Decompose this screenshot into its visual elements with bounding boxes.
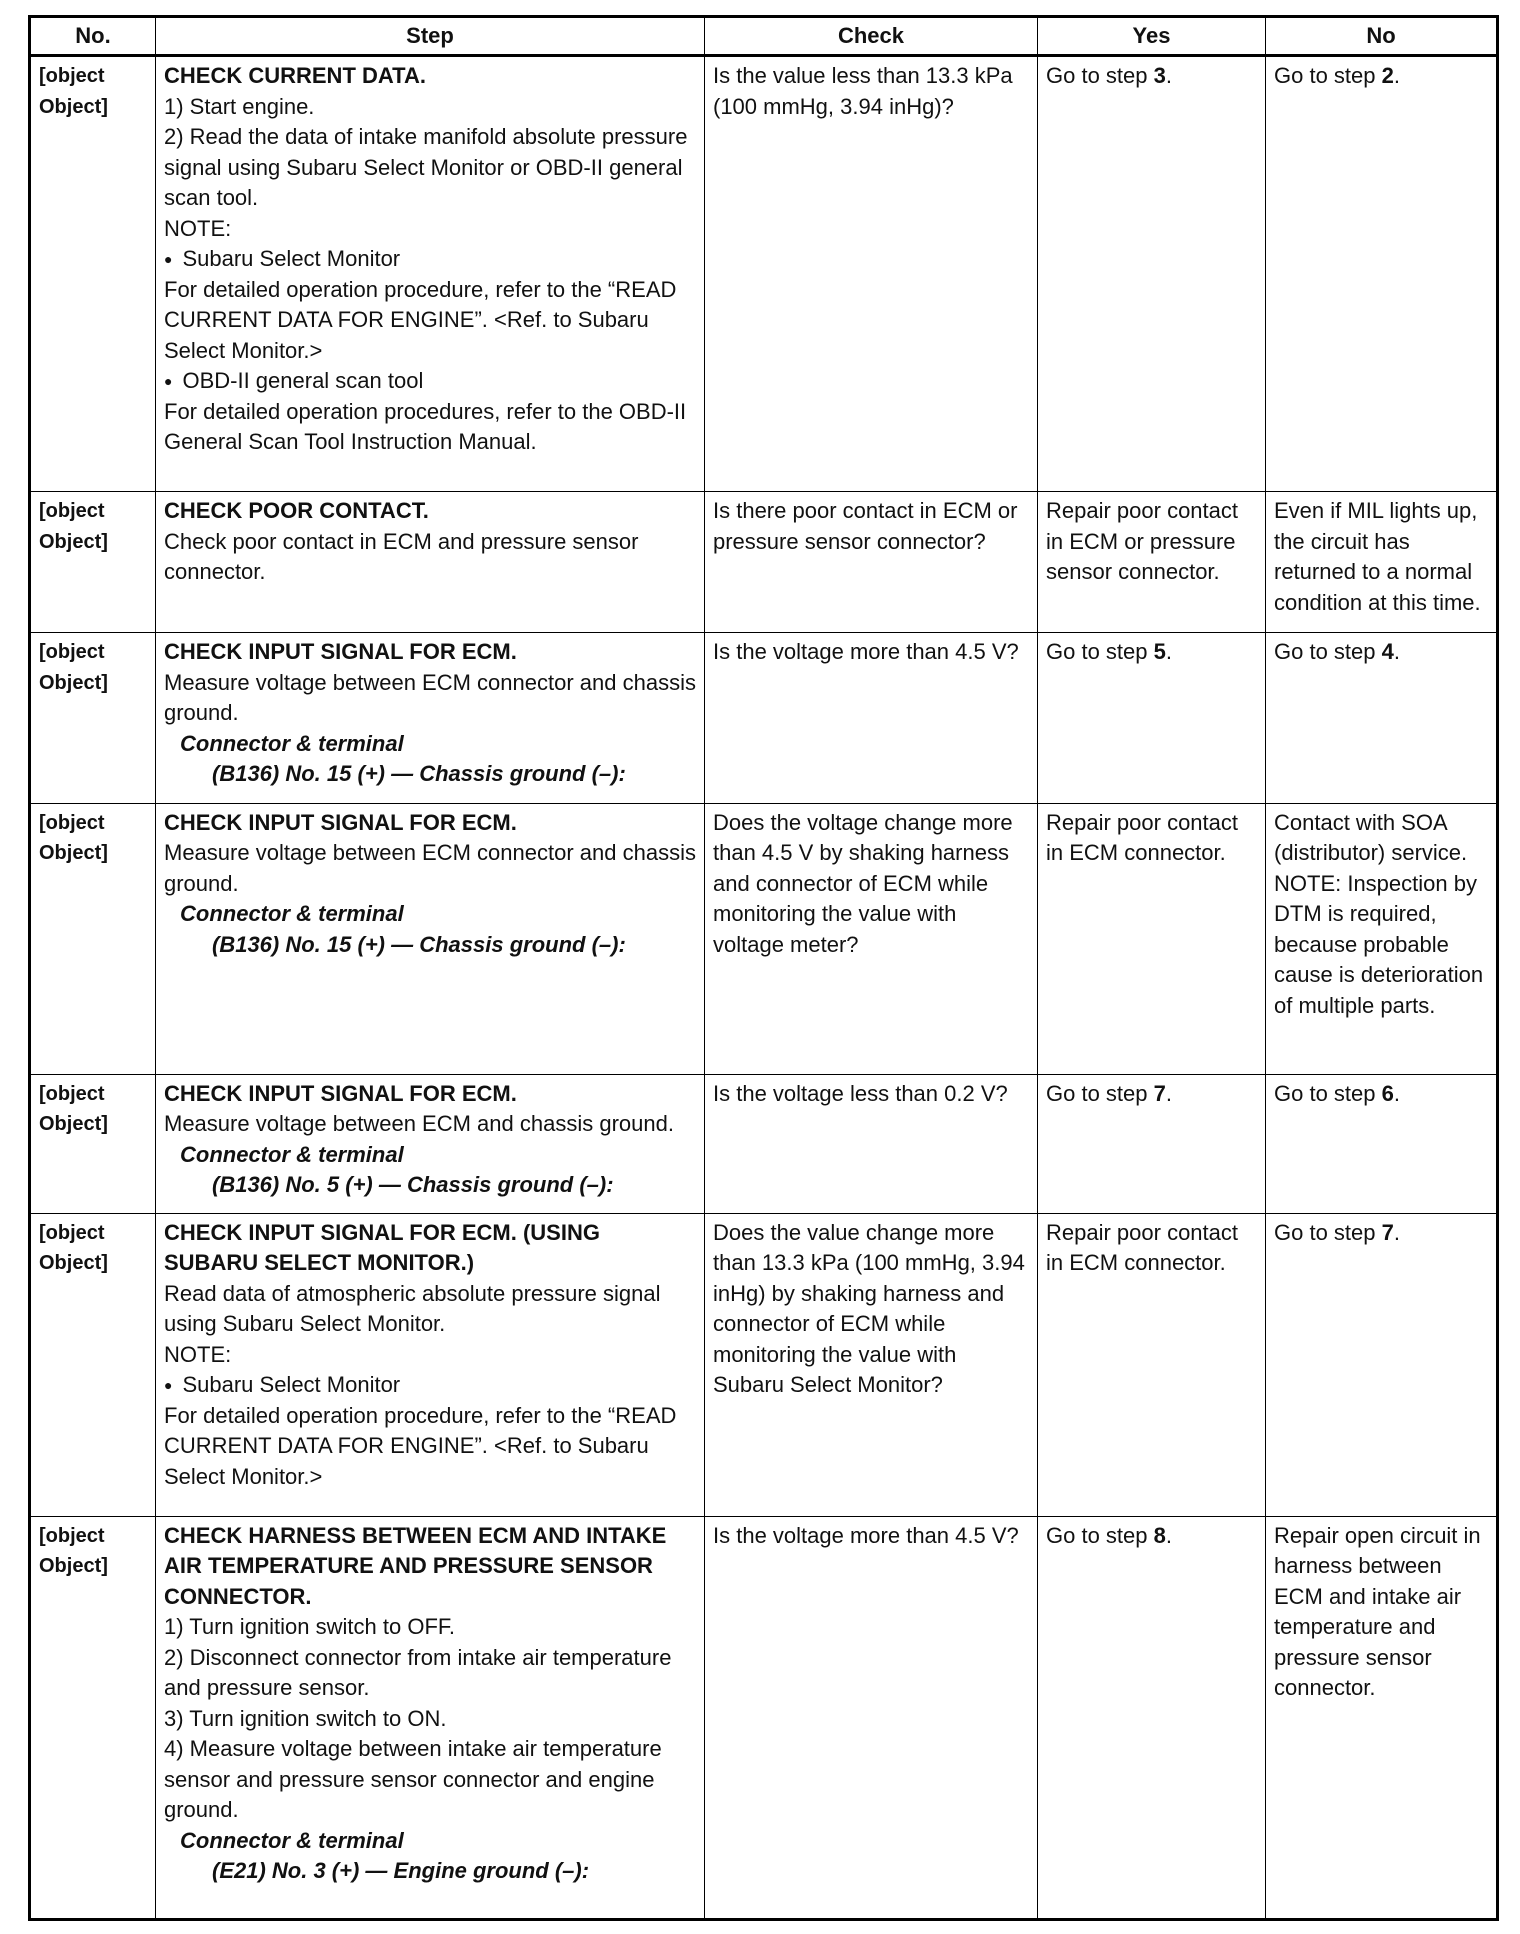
no-cell-text: Repair open circuit in harness between ECM and intake air temperature and pressure sensor connector. <box>1274 1522 1481 1701</box>
yes-cell <box>1038 1516 1266 1919</box>
connector-terminal-value: (B136) No. 5 (+) — Chassis ground (–): <box>212 1172 614 1198</box>
header-yes: Yes <box>1038 17 1266 56</box>
no-cell <box>1266 1213 1498 1516</box>
step-instruction: 4) Measure voltage between intake air temperature sensor and pressure sensor connector and engine ground. <box>164 1736 662 1823</box>
connector-terminal-label: Connector & terminal <box>180 730 404 756</box>
step-instruction: NOTE: <box>164 1341 232 1367</box>
step-instruction: 2) Disconnect connector from intake air temperature and pressure sensor. <box>164 1644 672 1701</box>
step-instruction: 3) Turn ignition switch to ON. <box>164 1705 447 1731</box>
no-cell-step-number: 4 <box>1381 639 1394 665</box>
no-cell-period: . <box>1393 1219 1400 1245</box>
connector-terminal-value: (E21) No. 3 (+) — Engine ground (–): <box>212 1858 590 1884</box>
step-number-cell: [object Object] <box>30 56 156 492</box>
step-instruction: For detailed operation procedure, refer to the “READ CURRENT DATA FOR ENGINE”. <Ref. to Subaru Select Monitor.> <box>164 1402 677 1489</box>
no-cell-text: Even if MIL lights up, the circuit has returned to a normal condition at this time. <box>1274 498 1481 615</box>
check-cell: Does the voltage change more than 4.5 V by shaking harness and connector of ECM while monitoring the value with voltage meter? <box>705 803 1038 1074</box>
step-instruction: For detailed operation procedure, refer to the “READ CURRENT DATA FOR ENGINE”. <Ref. to Subaru Select Monitor.> <box>164 276 677 363</box>
step-title: CHECK CURRENT DATA. <box>164 63 426 88</box>
step-bullet-item: ● Subaru Select Monitor <box>164 244 696 275</box>
step-title: CHECK INPUT SIGNAL FOR ECM. (USING SUBARU SELECT MONITOR.) <box>164 1219 600 1276</box>
connector-terminal-label: Connector & terminal <box>180 1827 404 1853</box>
step-bullet-item: ● OBD-II general scan tool <box>164 366 696 397</box>
yes-cell-period: . <box>1165 1080 1172 1106</box>
yes-cell-step-number: 3 <box>1153 63 1166 88</box>
no-cell-text: Go to step <box>1274 63 1382 88</box>
step-cell <box>156 1074 705 1213</box>
connector-terminal-value: (B136) No. 15 (+) — Chassis ground (–): <box>212 931 626 957</box>
step-instruction: NOTE: <box>164 215 232 241</box>
step-cell <box>156 803 705 1074</box>
step-bullet-item: ● Subaru Select Monitor <box>164 1370 696 1401</box>
yes-cell-text: Repair poor contact in ECM connector. <box>1046 1219 1238 1276</box>
yes-cell-step-number: 7 <box>1153 1080 1166 1106</box>
table-row <box>30 1213 1498 1516</box>
step-number-cell: [object Object] <box>30 492 156 633</box>
check-cell: Is there poor contact in ECM or pressure sensor connector? <box>705 492 1038 633</box>
step-instruction: 2) Read the data of intake manifold absolute pressure signal using Subaru Select Monitor or OBD-II general scan tool. <box>164 124 688 210</box>
yes-cell-text: Go to step <box>1046 63 1154 88</box>
table-row <box>30 56 1498 492</box>
yes-cell-text: Go to step <box>1046 639 1154 665</box>
no-cell-text: Contact with SOA (distributor) service. NOTE: Inspection by DTM is required, because probable cause is deterioration of multiple parts. <box>1274 809 1484 1018</box>
yes-cell <box>1038 633 1266 804</box>
header-row <box>30 17 1498 56</box>
step-cell <box>156 56 705 492</box>
step-instruction: Measure voltage between ECM connector and chassis ground. <box>164 669 696 726</box>
no-cell <box>1266 633 1498 804</box>
no-cell-step-number: 7 <box>1381 1219 1394 1245</box>
yes-cell-period: . <box>1165 63 1172 88</box>
step-number-cell: [object Object] <box>30 1213 156 1516</box>
check-cell: Is the voltage more than 4.5 V? <box>705 1516 1038 1919</box>
check-cell: Is the voltage less than 0.2 V? <box>705 1074 1038 1213</box>
yes-cell <box>1038 56 1266 492</box>
step-instruction: 1) Start engine. <box>164 93 315 119</box>
step-cell <box>156 492 705 633</box>
step-number-cell: [object Object] <box>30 1074 156 1213</box>
table-row <box>30 1516 1498 1919</box>
no-cell-period: . <box>1393 639 1400 665</box>
yes-cell <box>1038 803 1266 1074</box>
step-cell <box>156 1213 705 1516</box>
no-cell <box>1266 492 1498 633</box>
yes-cell <box>1038 492 1266 633</box>
yes-cell-text: Go to step <box>1046 1080 1154 1106</box>
table-row <box>30 633 1498 804</box>
table-row <box>30 492 1498 633</box>
no-cell <box>1266 1074 1498 1213</box>
yes-cell-step-number: 5 <box>1153 639 1166 665</box>
check-cell: Does the value change more than 13.3 kPa (100 mmHg, 3.94 inHg) by shaking harness and connector of ECM while monitoring the value with Subaru Select Monitor? <box>705 1213 1038 1516</box>
step-cell <box>156 1516 705 1919</box>
no-cell-text: Go to step <box>1274 1219 1382 1245</box>
no-cell-period: . <box>1393 63 1400 88</box>
yes-cell-period: . <box>1165 639 1172 665</box>
no-cell-text: Go to step <box>1274 639 1382 665</box>
no-cell <box>1266 1516 1498 1919</box>
step-instruction: Check poor contact in ECM and pressure sensor connector. <box>164 528 639 585</box>
yes-cell <box>1038 1213 1266 1516</box>
step-instruction: For detailed operation procedures, refer to the OBD-II General Scan Tool Instruction Manual. <box>164 398 687 454</box>
table-row <box>30 1074 1498 1213</box>
check-cell: Is the value less than 13.3 kPa (100 mmHg, 3.94 inHg)? <box>705 56 1038 492</box>
step-title: CHECK INPUT SIGNAL FOR ECM. <box>164 1080 517 1106</box>
yes-cell-step-number: 8 <box>1153 1522 1166 1548</box>
step-cell <box>156 633 705 804</box>
no-cell <box>1266 56 1498 492</box>
no-cell-step-number: 2 <box>1381 63 1394 88</box>
step-instruction: Read data of atmospheric absolute pressure signal using Subaru Select Monitor. <box>164 1280 661 1337</box>
header-no-answer: No <box>1266 17 1498 56</box>
yes-cell-text: Repair poor contact in ECM or pressure sensor connector. <box>1046 498 1238 585</box>
yes-cell <box>1038 1074 1266 1213</box>
step-instruction: 1) Turn ignition switch to OFF. <box>164 1614 455 1640</box>
step-title: CHECK INPUT SIGNAL FOR ECM. <box>164 809 517 835</box>
connector-terminal-label: Connector & terminal <box>180 1141 404 1167</box>
step-instruction: Measure voltage between ECM and chassis ground. <box>164 1111 674 1137</box>
step-number-cell: [object Object] <box>30 633 156 804</box>
no-cell-step-number: 6 <box>1381 1080 1394 1106</box>
step-title: CHECK POOR CONTACT. <box>164 498 429 524</box>
table-body <box>30 56 1498 1920</box>
diagnostic-table <box>28 15 1499 1921</box>
step-number-cell: [object Object] <box>30 1516 156 1919</box>
no-cell-period: . <box>1393 1080 1400 1106</box>
no-cell <box>1266 803 1498 1074</box>
yes-cell-period: . <box>1165 1522 1172 1548</box>
table-row <box>30 803 1498 1074</box>
header-step: Step <box>156 17 705 56</box>
header-no: No. <box>30 17 156 56</box>
check-cell: Is the voltage more than 4.5 V? <box>705 633 1038 804</box>
header-check: Check <box>705 17 1038 56</box>
step-title: CHECK HARNESS BETWEEN ECM AND INTAKE AIR TEMPERATURE AND PRESSURE SENSOR CONNECTOR. <box>164 1522 667 1609</box>
yes-cell-text: Repair poor contact in ECM connector. <box>1046 809 1238 866</box>
step-instruction: Measure voltage between ECM connector and chassis ground. <box>164 840 696 896</box>
yes-cell-text: Go to step <box>1046 1522 1154 1548</box>
step-number-cell: [object Object] <box>30 803 156 1074</box>
no-cell-text: Go to step <box>1274 1080 1382 1106</box>
connector-terminal-value: (B136) No. 15 (+) — Chassis ground (–): <box>212 761 626 787</box>
step-title: CHECK INPUT SIGNAL FOR ECM. <box>164 639 517 665</box>
connector-terminal-label: Connector & terminal <box>180 901 404 927</box>
